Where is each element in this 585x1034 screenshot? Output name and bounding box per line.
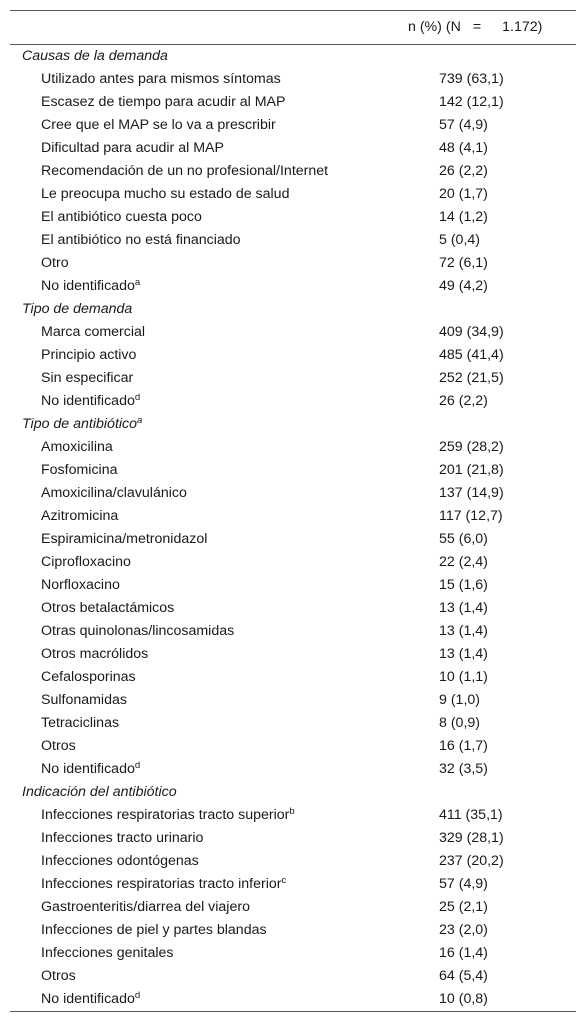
row-label-cell xyxy=(10,68,439,91)
row-value: 13 (1,4) xyxy=(439,623,488,639)
table-row xyxy=(10,896,576,919)
row-value: 23 (2,0) xyxy=(439,922,488,938)
row-value: 20 (1,7) xyxy=(439,186,488,202)
row-label: Infecciones tracto urinario xyxy=(41,830,204,846)
row-value: 411 (35,1) xyxy=(439,807,503,823)
table-row xyxy=(10,482,576,505)
table-row xyxy=(10,344,576,367)
row-value: 55 (6,0) xyxy=(439,531,488,547)
row-label-cell xyxy=(10,689,439,712)
footnote-marker: d xyxy=(134,990,141,1001)
row-label: Escasez de tiempo para acudir al MAP xyxy=(41,94,286,110)
row-label-cell xyxy=(10,183,439,206)
row-label: Otros betalactámicos xyxy=(41,600,175,616)
row-label-cell xyxy=(10,482,439,505)
row-label-cell xyxy=(10,505,439,528)
row-value: 142 (12,1) xyxy=(439,94,504,110)
row-value: 9 (1,0) xyxy=(439,692,481,708)
table-row xyxy=(10,666,576,689)
row-label: Espiramicina/metronidazol xyxy=(41,531,208,547)
footnote-marker: d xyxy=(134,392,141,403)
row-value: 25 (2,1) xyxy=(439,899,488,915)
row-label-cell xyxy=(10,551,439,574)
row-value: 16 (1,7) xyxy=(439,738,488,754)
row-label: Infecciones odontógenas xyxy=(41,853,199,869)
table-row xyxy=(10,183,576,206)
header-value-part-a: n (%) (N xyxy=(408,19,461,35)
row-label-cell xyxy=(10,712,439,735)
section-title xyxy=(10,781,420,804)
row-label: El antibiótico no está financiado xyxy=(41,232,241,248)
row-value: 10 (1,1) xyxy=(439,669,488,685)
row-label: Dificultad para acudir al MAP xyxy=(41,140,224,156)
row-label-cell xyxy=(10,229,439,252)
row-value: 137 (14,9) xyxy=(439,485,504,501)
row-label: No identificado xyxy=(41,991,135,1007)
row-label: Otros xyxy=(41,968,76,984)
footnote-marker: b xyxy=(289,806,295,817)
row-label-cell xyxy=(10,620,439,643)
row-label-cell xyxy=(10,137,439,160)
row-value: 57 (4,9) xyxy=(439,117,488,133)
row-label-cell xyxy=(10,850,439,873)
table-row xyxy=(10,850,576,873)
row-label: Sin especificar xyxy=(41,370,134,386)
footnote-marker: d xyxy=(134,760,141,771)
table-row xyxy=(10,551,576,574)
row-value: 117 (12,7) xyxy=(439,508,503,524)
data-table xyxy=(10,10,576,1012)
row-label: No identificado xyxy=(41,761,135,777)
table-row xyxy=(10,988,576,1011)
row-label: No identificado xyxy=(41,393,135,409)
section-header-row xyxy=(10,781,576,804)
row-label-cell xyxy=(10,459,439,482)
table-row xyxy=(10,436,576,459)
table-row xyxy=(10,160,576,183)
row-label-cell xyxy=(10,804,439,827)
header-value-equals: = xyxy=(472,19,482,35)
row-label: Principio activo xyxy=(41,347,137,363)
row-label: Infecciones respiratorias tracto inferior xyxy=(41,876,282,892)
row-label: Norfloxacino xyxy=(41,577,120,593)
row-value: 15 (1,6) xyxy=(439,577,488,593)
row-label: Amoxicilina/clavulánico xyxy=(41,485,187,501)
section-header-row xyxy=(10,298,576,321)
row-label-cell xyxy=(10,252,439,275)
row-value: 5 (0,4) xyxy=(439,232,481,248)
row-value: 64 (5,4) xyxy=(439,968,488,984)
row-label: Otro xyxy=(41,255,69,271)
section-header-row xyxy=(10,45,576,68)
row-value: 329 (28,1) xyxy=(439,830,504,846)
table-row xyxy=(10,390,576,413)
table-row xyxy=(10,252,576,275)
section-header-row xyxy=(10,413,576,436)
row-label-cell xyxy=(10,942,439,965)
row-label-cell xyxy=(10,919,439,942)
table-row xyxy=(10,206,576,229)
section-title-text: Indicación del antibiótico xyxy=(22,784,177,800)
row-label-cell xyxy=(10,91,439,114)
header-value-cell xyxy=(408,11,576,44)
row-label: Le preocupa mucho su estado de salud xyxy=(41,186,290,202)
table-row xyxy=(10,620,576,643)
row-label: Infecciones de piel y partes blandas xyxy=(41,922,267,938)
table-body xyxy=(10,45,576,1011)
row-label-cell xyxy=(10,436,439,459)
table-row xyxy=(10,275,576,298)
row-value: 485 (41,4) xyxy=(439,347,504,363)
table-bottom-rule xyxy=(10,1011,576,1012)
table-row xyxy=(10,643,576,666)
footnote-marker: c xyxy=(281,875,287,886)
row-value: 8 (0,9) xyxy=(439,715,481,731)
table-row xyxy=(10,68,576,91)
table-row xyxy=(10,873,576,896)
table-row xyxy=(10,758,576,781)
row-label-cell xyxy=(10,827,439,850)
row-label-cell xyxy=(10,735,439,758)
row-label-cell xyxy=(10,597,439,620)
table-row xyxy=(10,689,576,712)
row-value: 739 (63,1) xyxy=(439,71,504,87)
row-label: Sulfonamidas xyxy=(41,692,127,708)
section-title-text: Tipo de antibiótico xyxy=(22,416,138,432)
row-value: 14 (1,2) xyxy=(439,209,488,225)
row-label: No identificado xyxy=(41,278,135,294)
row-label: Otros macrólidos xyxy=(41,646,149,662)
table-row xyxy=(10,367,576,390)
row-value: 57 (4,9) xyxy=(439,876,488,892)
row-label-cell xyxy=(10,275,439,298)
row-value: 13 (1,4) xyxy=(439,600,488,616)
table-row xyxy=(10,965,576,988)
row-label: Infecciones genitales xyxy=(41,945,174,961)
row-label-cell xyxy=(10,206,439,229)
row-label: El antibiótico cuesta poco xyxy=(41,209,202,225)
row-value: 237 (20,2) xyxy=(439,853,504,869)
row-label: Cree que el MAP se lo va a prescribir xyxy=(41,117,276,133)
row-label-cell xyxy=(10,528,439,551)
table-row xyxy=(10,597,576,620)
row-label-cell xyxy=(10,758,439,781)
section-title xyxy=(10,413,420,436)
footnote-marker: a xyxy=(137,415,143,426)
row-value: 22 (2,4) xyxy=(439,554,488,570)
row-label-cell xyxy=(10,390,439,413)
row-label: Gastroenteritis/diarrea del viajero xyxy=(41,899,250,915)
row-label-cell xyxy=(10,643,439,666)
row-label: Fosfomicina xyxy=(41,462,118,478)
table-row xyxy=(10,574,576,597)
table-row xyxy=(10,321,576,344)
row-label: Amoxicilina xyxy=(41,439,113,455)
row-value: 252 (21,5) xyxy=(439,370,504,386)
row-value: 259 (28,2) xyxy=(439,439,504,455)
row-label: Infecciones respiratorias tracto superior xyxy=(41,807,290,823)
row-label: Marca comercial xyxy=(41,324,146,340)
row-label: Cefalosporinas xyxy=(41,669,136,685)
header-value-part-b: 1.172) xyxy=(502,19,543,35)
section-title xyxy=(10,45,420,68)
row-label-cell xyxy=(10,321,439,344)
row-value: 26 (2,2) xyxy=(439,393,488,409)
row-value: 10 (0,8) xyxy=(439,991,488,1007)
row-label: Utilizado antes para mismos síntomas xyxy=(41,71,281,87)
row-value: 48 (4,1) xyxy=(439,140,488,156)
row-label-cell xyxy=(10,160,439,183)
table-row xyxy=(10,804,576,827)
table-row xyxy=(10,459,576,482)
row-value: 201 (21,8) xyxy=(439,462,504,478)
table-row xyxy=(10,91,576,114)
section-title xyxy=(10,298,420,321)
row-label: Recomendación de un no profesional/Internet xyxy=(41,163,329,179)
section-title-text: Tipo de demanda xyxy=(22,301,133,317)
row-value: 16 (1,4) xyxy=(439,945,488,961)
row-label: Ciprofloxacino xyxy=(41,554,131,570)
row-label-cell xyxy=(10,344,439,367)
row-label-cell xyxy=(10,574,439,597)
row-value: 26 (2,2) xyxy=(439,163,488,179)
row-label: Otras quinolonas/lincosamidas xyxy=(41,623,235,639)
row-label: Otros xyxy=(41,738,76,754)
table-row xyxy=(10,229,576,252)
table-row xyxy=(10,919,576,942)
table-row xyxy=(10,505,576,528)
table-row xyxy=(10,942,576,965)
table-row xyxy=(10,735,576,758)
row-label-cell xyxy=(10,367,439,390)
row-label-cell xyxy=(10,873,439,896)
table-row xyxy=(10,827,576,850)
row-value: 32 (3,5) xyxy=(439,761,488,777)
table-header-row xyxy=(10,11,576,44)
table-row xyxy=(10,528,576,551)
table-row xyxy=(10,712,576,735)
row-label-cell xyxy=(10,965,439,988)
footnote-marker: a xyxy=(134,277,141,288)
row-label-cell xyxy=(10,114,439,137)
row-value: 409 (34,9) xyxy=(439,324,504,340)
row-value: 72 (6,1) xyxy=(439,255,488,271)
row-value: 13 (1,4) xyxy=(439,646,488,662)
table-row xyxy=(10,114,576,137)
table-row xyxy=(10,137,576,160)
row-label: Tetraciclinas xyxy=(41,715,120,731)
row-value: 49 (4,2) xyxy=(439,278,488,294)
row-label: Azitromicina xyxy=(41,508,119,524)
row-label-cell xyxy=(10,666,439,689)
row-label-cell xyxy=(10,896,439,919)
section-title-text: Causas de la demanda xyxy=(22,48,168,64)
row-label-cell xyxy=(10,988,439,1011)
